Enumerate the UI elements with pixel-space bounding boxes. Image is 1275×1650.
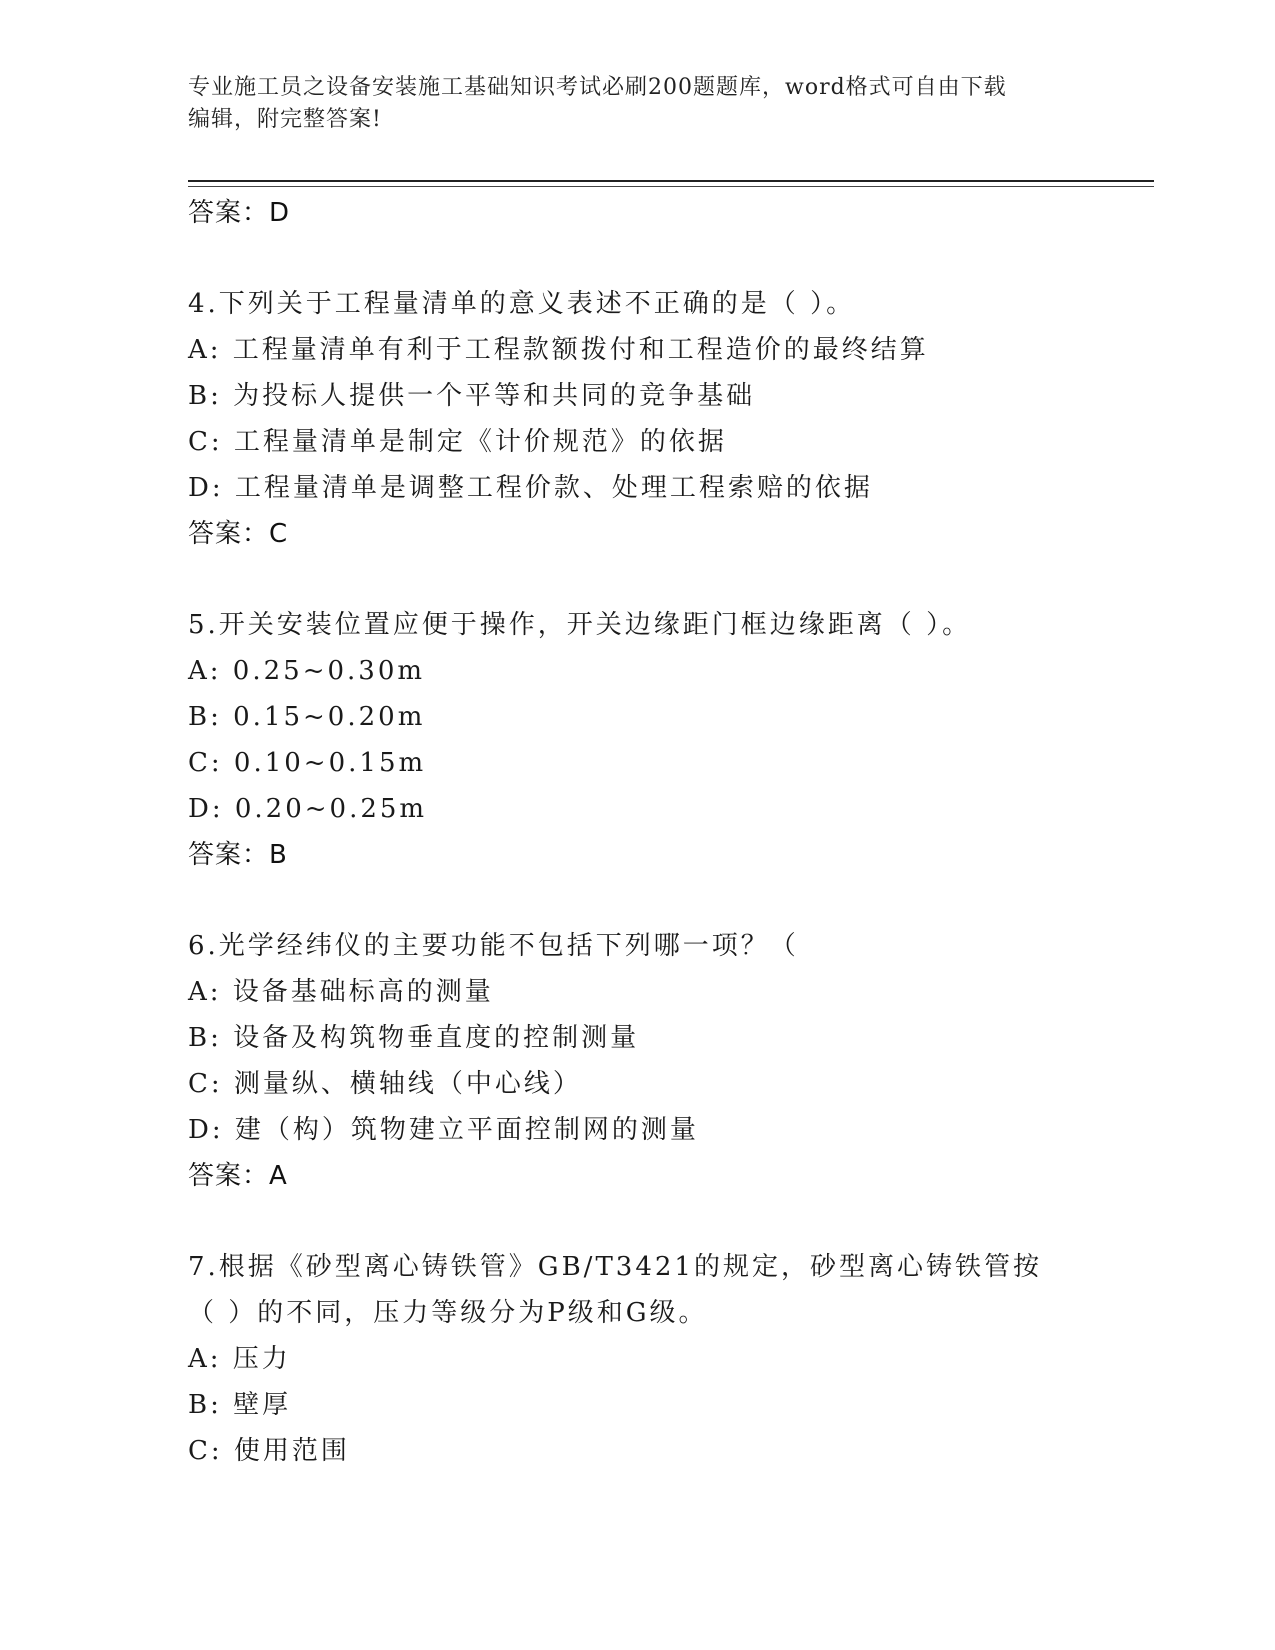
document-header	[188, 72, 1088, 136]
option-b: B: 0.15~0.20m	[188, 702, 426, 732]
option-a: A: 压力	[188, 1344, 291, 1374]
question-list	[188, 190, 1088, 1474]
question-4	[188, 281, 1088, 557]
option-d: D: 工程量清单是调整工程价款、处理工程索赔的依据	[188, 473, 873, 503]
option-a: A: 工程量清单有利于工程款额拨付和工程造价的最终结算	[188, 335, 929, 365]
question-text: 6.光学经纬仪的主要功能不包括下列哪一项？（	[188, 931, 799, 961]
option-b: B: 壁厚	[188, 1390, 292, 1420]
answer: 答案：A	[188, 1161, 288, 1191]
answer: 答案：B	[188, 840, 288, 870]
header-divider-thin	[188, 186, 1154, 187]
option-a: A: 0.25~0.30m	[188, 656, 426, 686]
option-b: B: 设备及构筑物垂直度的控制测量	[188, 1023, 640, 1053]
option-c: C: 0.10~0.15m	[188, 748, 427, 778]
question-5	[188, 602, 1088, 878]
question-7	[188, 1244, 1088, 1474]
option-d: D: 建（构）筑物建立平面控制网的测量	[188, 1115, 699, 1145]
header-line-1: 专业施工员之设备安装施工基础知识考试必刷200题题库，word格式可自由下载	[188, 75, 1007, 100]
option-d: D: 0.20~0.25m	[188, 794, 428, 824]
answer: 答案：C	[188, 519, 289, 549]
option-a: A: 设备基础标高的测量	[188, 977, 494, 1007]
header-divider-thick	[188, 180, 1154, 182]
option-c: C: 工程量清单是制定《计价规范》的依据	[188, 427, 727, 457]
question-6	[188, 923, 1088, 1199]
option-c: C: 测量纵、横轴线（中心线）	[188, 1069, 582, 1099]
option-c: C: 使用范围	[188, 1436, 350, 1466]
header-line-2: 编辑，附完整答案!	[188, 107, 382, 132]
answer-previous: 答案：D	[188, 198, 291, 228]
question-text: 7.根据《砂型离心铸铁管》GB/T3421的规定，砂型离心铸铁管按（ ）的不同，压力等级分为P级和G级。	[188, 1252, 1042, 1328]
option-b: B: 为投标人提供一个平等和共同的竞争基础	[188, 381, 756, 411]
question-text: 5.开关安装位置应便于操作，开关边缘距门框边缘距离（ ）。	[188, 610, 972, 640]
question-text: 4.下列关于工程量清单的意义表述不正确的是（ ）。	[188, 289, 856, 319]
